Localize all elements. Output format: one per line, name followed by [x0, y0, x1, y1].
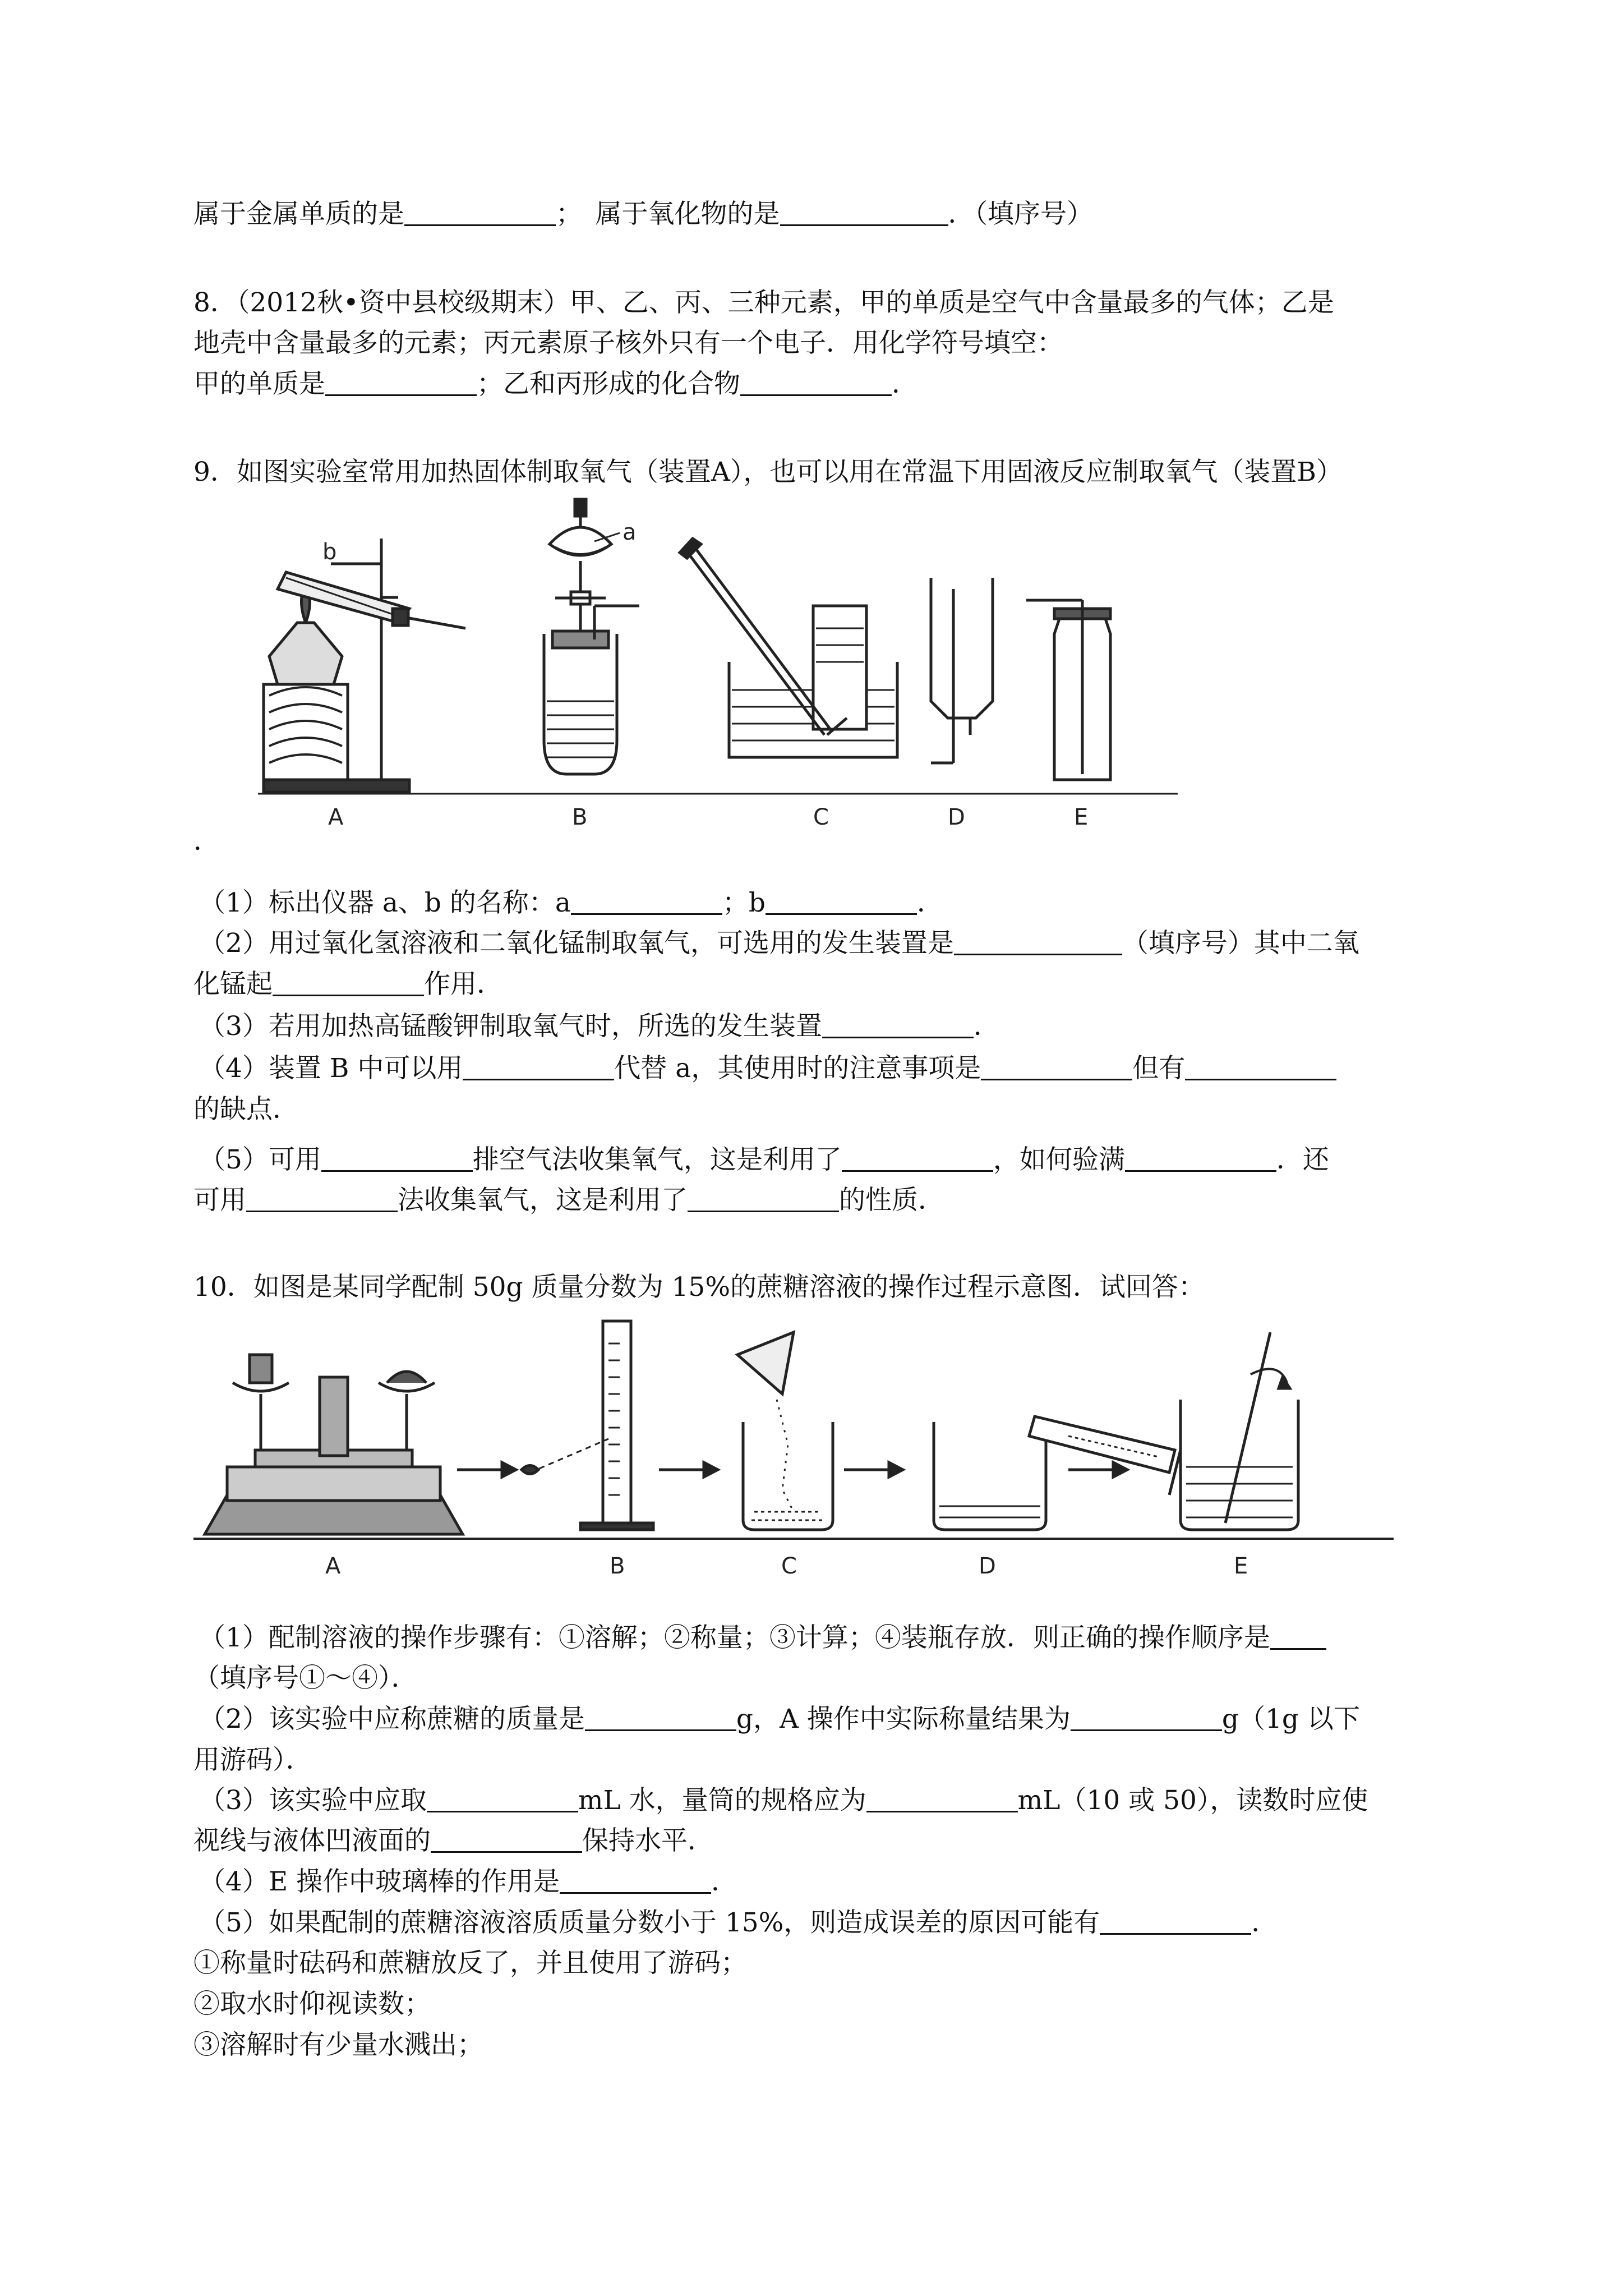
q9-1-text-c: ． — [917, 887, 944, 918]
q9-5-text-g: 的性质． — [839, 1185, 944, 1216]
q9-5-text-b: 排空气法收集氧气，这是利用了 — [472, 1144, 842, 1175]
q9-2-text-d: 作用． — [424, 969, 503, 1000]
q8-text-b: ；乙和丙形成的化合物 — [477, 369, 740, 399]
q9-dot: ． — [193, 826, 220, 857]
label-d: D — [948, 804, 965, 830]
q10-option-3: ③溶解时有少量水溅出； — [193, 2030, 483, 2060]
q9-1-blank-a[interactable] — [571, 889, 722, 915]
q9-apparatus-figure — [252, 494, 1183, 839]
q9-4-text-b: 代替 a，其使用时的注意事项是 — [614, 1053, 981, 1084]
q10-option-2: ②取水时仰视读数； — [193, 1989, 431, 2019]
q10-part-4 — [199, 1865, 1450, 1899]
q9-5-text-e: 可用 — [193, 1185, 246, 1216]
q7-blank-oxide[interactable] — [780, 200, 948, 226]
q9-part-3 — [199, 1010, 1450, 1043]
q10-3-text-b: mL 水，量筒的规格应为 — [578, 1785, 866, 1816]
q9-2-blank-a[interactable] — [954, 929, 1122, 955]
q9-3-text-a: （3）若用加热高锰酸钾制取氧气时，所选的发生装置 — [199, 1011, 822, 1042]
q9-5-text-d: ．还 — [1276, 1144, 1329, 1175]
q10-solution-figure — [193, 1310, 1394, 1585]
q8-line-3 — [193, 367, 1444, 401]
q8-blank-1[interactable] — [325, 370, 477, 396]
q7-blank-metal[interactable] — [404, 200, 556, 226]
q9-5-blank-e[interactable] — [688, 1186, 839, 1212]
q9-part-1 — [199, 886, 1450, 920]
label-b: B — [610, 1553, 625, 1579]
q10-2-text-c: g（1g 以下 — [1221, 1704, 1360, 1734]
q10-4-text-b: ． — [711, 1866, 738, 1897]
q7-text-b: ； 属于氧化物的是 — [556, 199, 780, 229]
label-e: E — [1234, 1553, 1248, 1579]
q10-part-1 — [199, 1621, 1450, 1655]
q10-3-blank-a[interactable] — [427, 1786, 578, 1812]
q10-part-1-cont: （填序号①～④）． — [193, 1663, 418, 1694]
q10-stem: 10．如图是某同学配制 50g 质量分数为 15%的蔗糖溶液的操作过程示意图．试回答： — [193, 1272, 1205, 1303]
q10-4-text-a: （4）E 操作中玻璃棒的作用是 — [199, 1866, 560, 1897]
q9-1-text-b: ；b — [722, 887, 766, 918]
q9-4-blank-b[interactable] — [981, 1054, 1132, 1080]
q9-5-blank-d[interactable] — [246, 1186, 398, 1212]
q10-3-text-c: mL（10 或 50），读数时应使 — [1017, 1785, 1368, 1816]
q8-line-2: 地壳中含量最多的元素；丙元素原子核外只有一个电子．用化学符号填空： — [193, 328, 1063, 358]
q10-part-2-cont: 用游码）． — [193, 1745, 312, 1775]
q10-part-3 — [199, 1784, 1450, 1818]
label-c: C — [781, 1553, 797, 1579]
q9-1-blank-b[interactable] — [766, 889, 917, 915]
label-d: D — [979, 1553, 996, 1579]
q10-3-text-a: （3）该实验中应取 — [199, 1785, 427, 1816]
q10-3-text-d: 视线与液体凹液面的 — [193, 1825, 431, 1856]
q9-3-blank[interactable] — [822, 1012, 974, 1038]
q10-3-blank-c[interactable] — [431, 1826, 582, 1853]
q9-part-5 — [199, 1143, 1450, 1177]
q9-2-blank-b[interactable] — [273, 970, 424, 996]
q10-1-text-a: （1）配制溶液的操作步骤有：①溶解；②称量；③计算；④装瓶存放．则正确的操作顺序是 — [199, 1622, 1270, 1653]
q10-4-blank[interactable] — [560, 1867, 711, 1894]
label-e: E — [1074, 804, 1089, 830]
q10-5-blank[interactable] — [1100, 1908, 1251, 1935]
q10-2-text-a: （2）该实验中应称蔗糖的质量是 — [199, 1704, 585, 1734]
q9-3-text-b: ． — [973, 1011, 1000, 1042]
q9-5-blank-c[interactable] — [1125, 1145, 1276, 1172]
q10-5-text-a: （5）如果配制的蔗糖溶液溶质质量分数小于 15%，则造成误差的原因可能有 — [199, 1907, 1100, 1938]
q9-part-2 — [199, 927, 1450, 960]
q9-4-text-c: 但有 — [1132, 1053, 1186, 1084]
q9-part-4-cont: 的缺点． — [193, 1094, 299, 1125]
q10-3-blank-b[interactable] — [866, 1786, 1018, 1812]
q10-part-3-cont — [193, 1824, 1444, 1858]
q9-5-text-c: ，如何验满 — [993, 1144, 1125, 1175]
q8-blank-2[interactable] — [740, 370, 892, 396]
label-b: B — [572, 804, 588, 830]
q9-2-text-a: （2）用过氧化氢溶液和二氧化锰制取氧气，可选用的发生装置是 — [199, 928, 954, 959]
q9-4-text-a: （4）装置 B 中可以用 — [199, 1053, 463, 1084]
q7-tail-line — [193, 197, 1444, 231]
q10-5-text-b: ． — [1251, 1907, 1278, 1938]
q8-line-1: 8．（2012秋•资中县校级期末）甲、乙、丙、三种元素，甲的单质是空气中含量最多的气体；乙是 — [193, 287, 1334, 318]
q7-text-a: 属于金属单质的是 — [193, 199, 404, 229]
q9-2-text-b: （填序号）其中二氧 — [1122, 928, 1359, 959]
callout-b: b — [322, 539, 337, 565]
q10-part-2 — [199, 1703, 1450, 1736]
q9-part-4 — [199, 1052, 1450, 1085]
q10-2-blank-a[interactable] — [585, 1705, 736, 1731]
q9-stem: 9．如图实验室常用加热固体制取氧气（装置A），也可以用在常温下用固液反应制取氧气（装置B） — [193, 457, 1343, 487]
q10-part-5 — [199, 1906, 1450, 1940]
q10-1-blank[interactable] — [1270, 1623, 1326, 1650]
q9-4-blank-c[interactable] — [1185, 1054, 1336, 1080]
q9-part-2-cont — [193, 968, 1444, 1001]
q9-1-text-a: （1）标出仪器 a、b 的名称：a — [199, 887, 571, 918]
label-a: A — [325, 1553, 341, 1579]
q9-part-5-cont — [193, 1184, 1444, 1217]
q9-5-text-a: （5）可用 — [199, 1144, 321, 1175]
q9-2-text-c: 化锰起 — [193, 969, 273, 1000]
q8-text-c: ． — [892, 369, 918, 399]
q10-2-blank-b[interactable] — [1071, 1705, 1222, 1731]
q9-5-blank-a[interactable] — [321, 1145, 473, 1172]
q9-5-text-f: 法收集氧气，这是利用了 — [398, 1185, 688, 1216]
q10-option-1: ①称量时砝码和蔗糖放反了，并且使用了游码； — [193, 1948, 747, 1978]
q9-4-blank-a[interactable] — [463, 1054, 614, 1080]
q10-3-text-e: 保持水平． — [582, 1825, 714, 1856]
callout-a: a — [623, 519, 637, 545]
q10-2-text-b: g，A 操作中实际称量结果为 — [736, 1704, 1071, 1734]
label-a: A — [328, 804, 344, 830]
q9-5-blank-b[interactable] — [842, 1145, 993, 1172]
label-c: C — [813, 804, 829, 830]
q7-text-c: ．（填序号） — [948, 199, 1093, 229]
q8-text-a: 甲的单质是 — [193, 369, 325, 399]
